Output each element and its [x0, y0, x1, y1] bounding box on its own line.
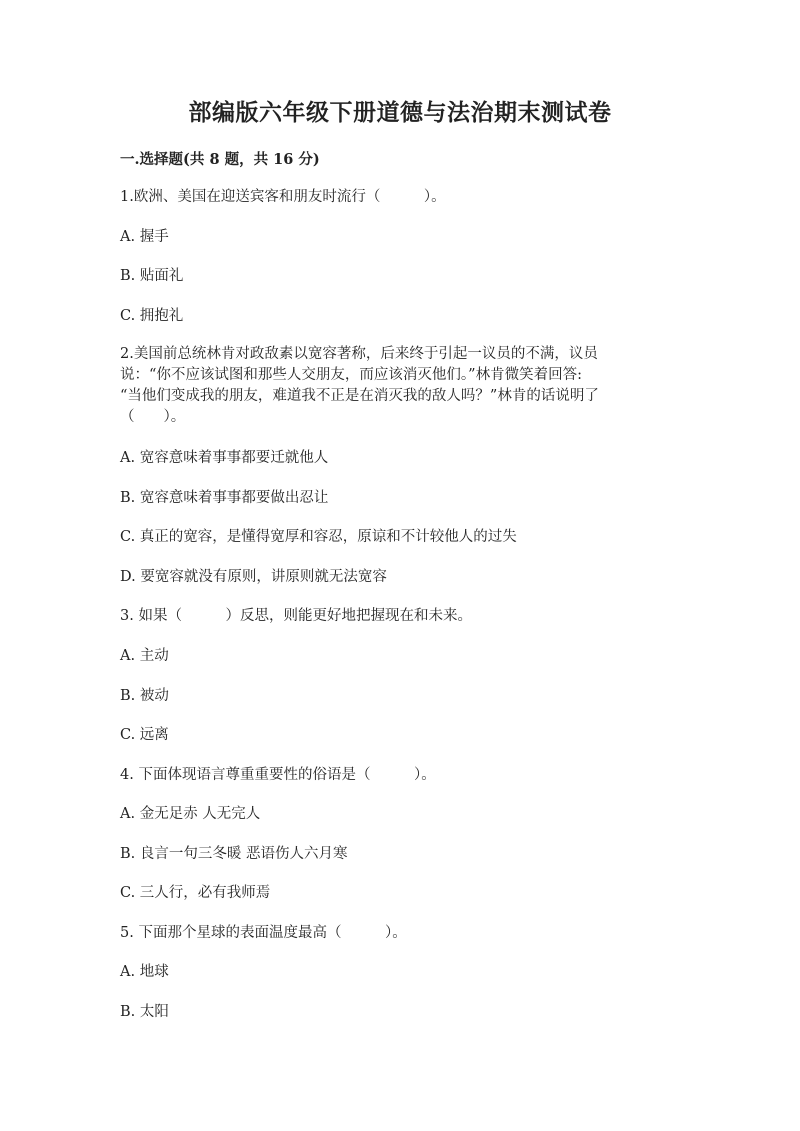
question-2-text-line-1: 2.美国前总统林肯对政敌素以宽容著称，后来终于引起一议员的不满，议员: [120, 346, 598, 362]
question-1-option-b: B. 贴面礼: [120, 268, 184, 284]
question-4-option-b: B. 良言一句三冬暖 恶语伤人六月寒: [120, 846, 348, 862]
question-3-option-b: B. 被动: [120, 688, 169, 704]
question-2-option-c: C. 真正的宽容，是懂得宽厚和容忍，原谅和不计较他人的过失: [120, 529, 517, 545]
question-1-text: 1.欧洲、美国在迎送宾客和朋友时流行（ ）。: [120, 189, 446, 205]
question-2-option-d: D. 要宽容就没有原则，讲原则就无法宽容: [120, 569, 387, 585]
question-2-text-line-2: 说：“你不应该试图和那些人交朋友，而应该消灭他们。”林肯微笑着回答:: [120, 367, 582, 383]
page-title: 部编版六年级下册道德与法治期末测试卷: [188, 99, 612, 126]
question-2-option-b: B. 宽容意味着事事都要做出忍让: [120, 490, 329, 506]
question-1-option-c: C. 拥抱礼: [120, 308, 184, 324]
question-2-text-line-3: “当他们变成我的朋友，难道我不正是在消灭我的敌人吗？”林肯的话说明了: [120, 388, 599, 404]
question-1-option-a: A. 握手: [120, 229, 169, 245]
question-2-text-line-4: （ ）。: [120, 409, 186, 425]
question-3-option-c: C. 远离: [120, 727, 169, 743]
question-3-option-a: A. 主动: [120, 648, 169, 664]
question-3-text: 3. 如果（ ）反思，则能更好地把握现在和未来。: [120, 608, 472, 624]
question-4-option-a: A. 金无足赤 人无完人: [120, 806, 261, 822]
question-2-text: [120, 344, 680, 428]
question-5-option-a: A. 地球: [120, 964, 169, 980]
section-heading: 一.选择题(共 8 题，共 16 分): [120, 151, 320, 168]
question-4-option-c: C. 三人行，必有我师焉: [120, 885, 271, 901]
question-5-option-b: B. 太阳: [120, 1004, 169, 1020]
question-4-text: 4. 下面体现语言尊重重要性的俗语是（ ）。: [120, 767, 436, 783]
question-2-option-a: A. 宽容意味着事事都要迁就他人: [120, 450, 329, 466]
question-5-text: 5. 下面那个星球的表面温度最高（ ）。: [120, 925, 407, 941]
